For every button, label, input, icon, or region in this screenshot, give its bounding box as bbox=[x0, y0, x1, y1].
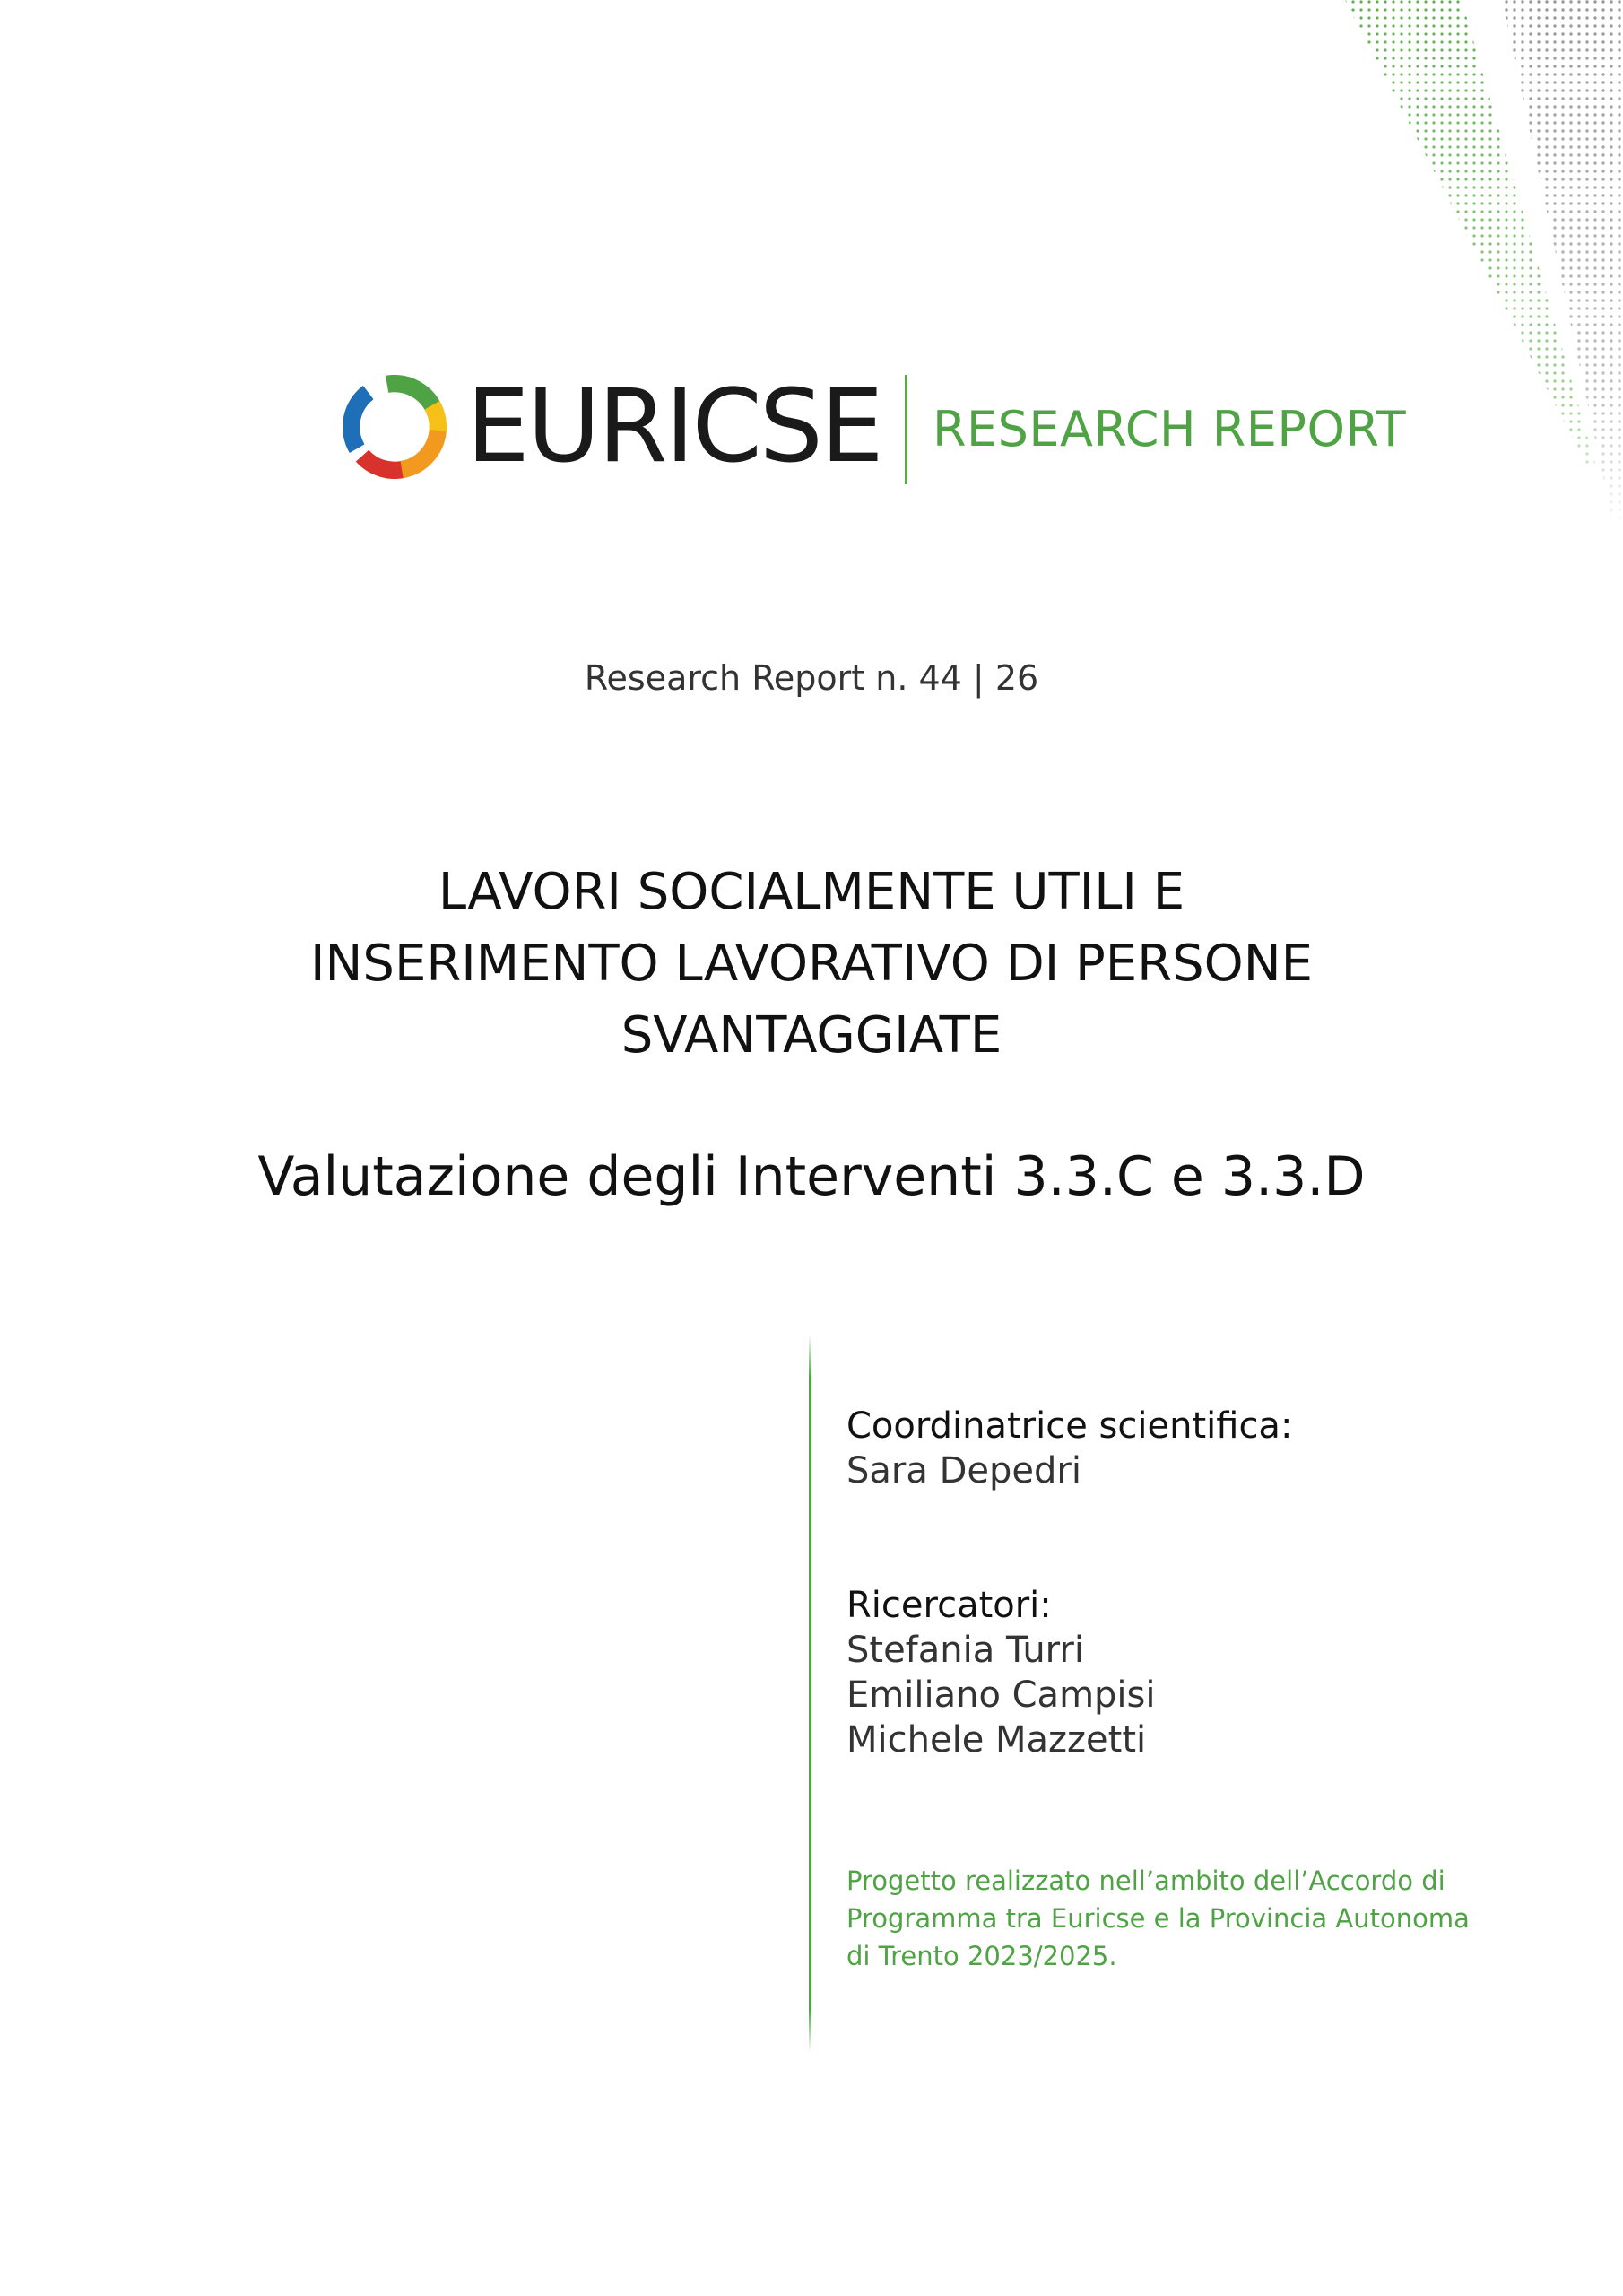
researcher-name: Stefania Turri bbox=[846, 1630, 1084, 1671]
report-number: Research Report n. 44 | 26 bbox=[584, 658, 1039, 698]
researcher-name: Emiliano Campisi bbox=[846, 1674, 1156, 1716]
logo-tagline: RESEARCH REPORT bbox=[933, 401, 1407, 457]
logo-wordmark: EURICSE bbox=[466, 369, 881, 485]
main-title bbox=[179, 857, 1444, 1072]
researchers-heading: Ricercatori: bbox=[846, 1585, 1052, 1626]
researchers-block bbox=[846, 1583, 1156, 1762]
main-title-line-1: LAVORI SOCIALMENTE UTILI E bbox=[438, 863, 1185, 921]
main-title-line-3: SVANTAGGIATE bbox=[621, 1006, 1002, 1065]
researcher-name: Michele Mazzetti bbox=[846, 1719, 1147, 1761]
subtitle: Valutazione degli Interventi 3.3.C e 3.3.D bbox=[257, 1145, 1366, 1208]
project-note: Progetto realizzato nell’ambito dell’Accordo di Programma tra Euricse e la Provincia Autonoma di Trento 2023/2025. bbox=[846, 1866, 1470, 1971]
logo-divider bbox=[905, 375, 907, 484]
main-title-line-2: INSERIMENTO LAVORATIVO DI PERSONE bbox=[310, 935, 1313, 993]
coordinator-block bbox=[846, 1404, 1292, 1493]
coordinator-heading: Coordinatrice scientifica: bbox=[846, 1405, 1293, 1447]
vertical-divider bbox=[809, 1335, 812, 2052]
coordinator-name: Sara Depedri bbox=[846, 1450, 1081, 1492]
euricse-logo-icon bbox=[343, 375, 447, 479]
